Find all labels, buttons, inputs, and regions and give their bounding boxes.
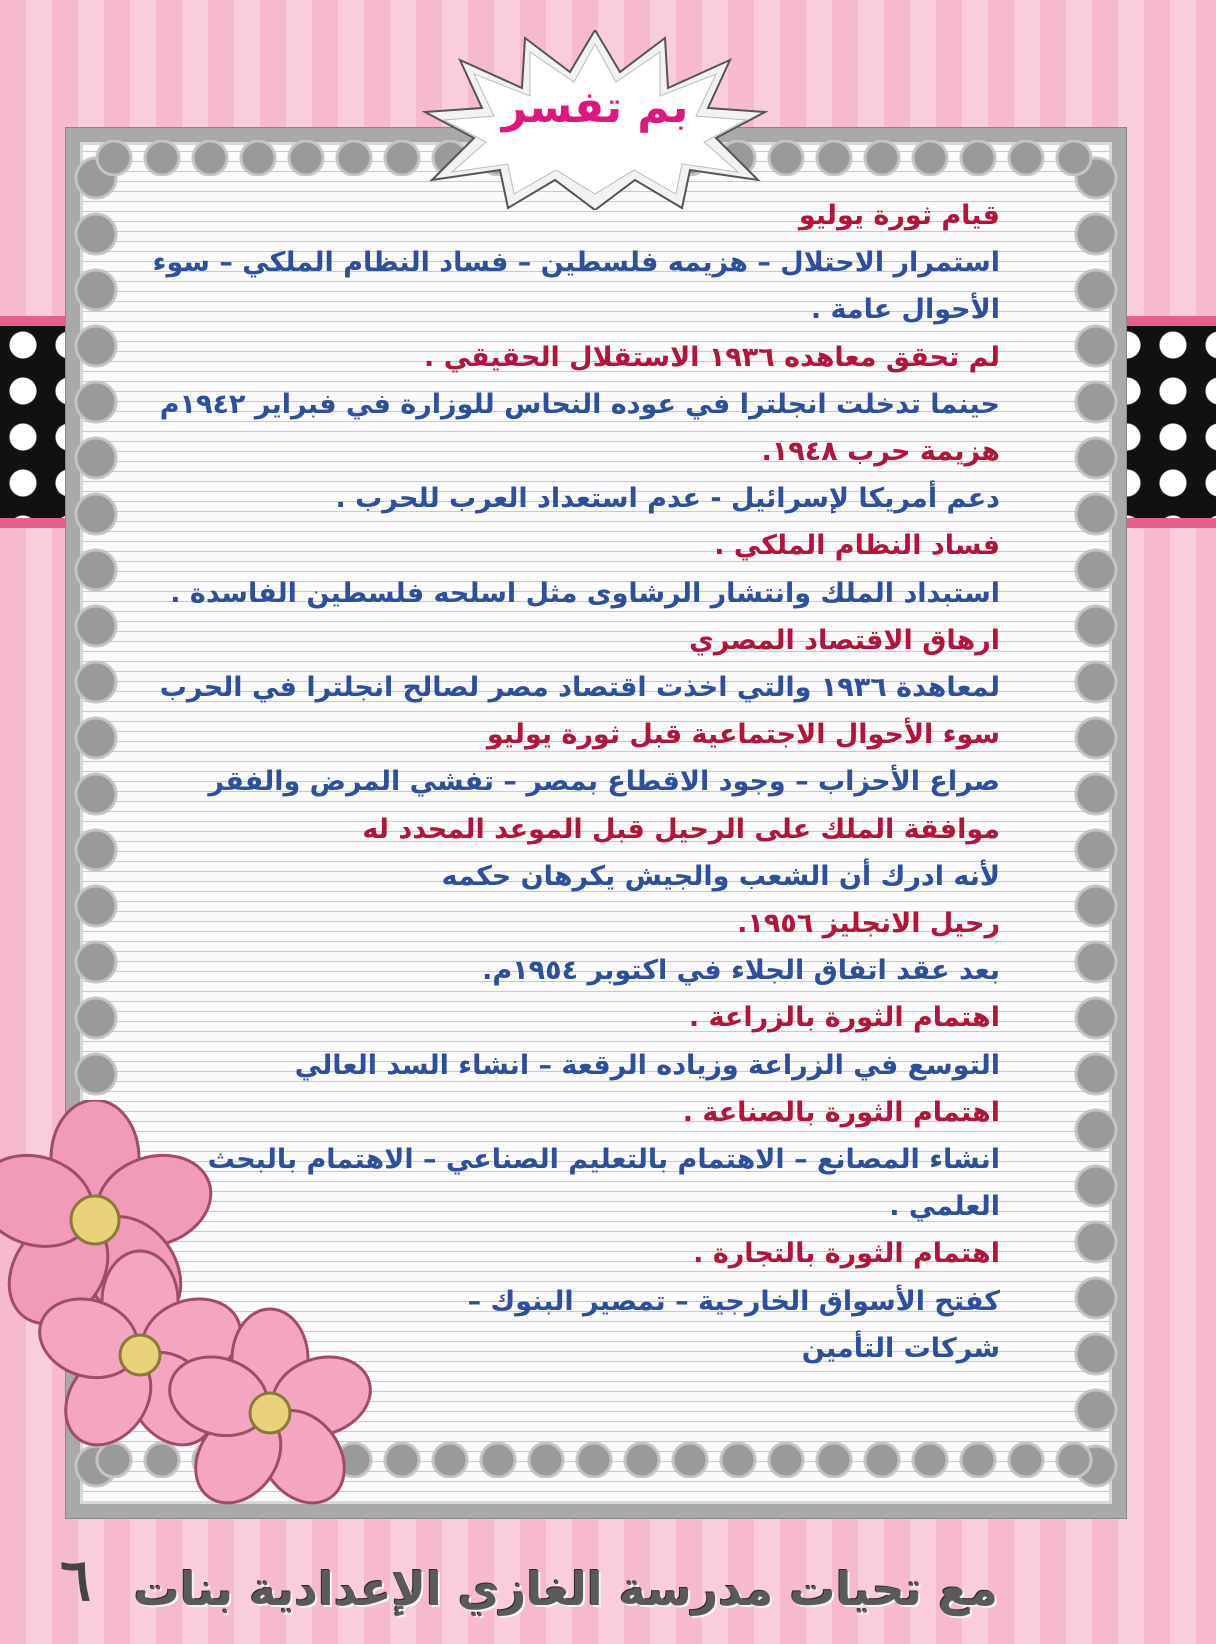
answer-text: التوسع في الزراعة وزياده الرقعة – انشاء السد العالي xyxy=(294,1049,1000,1081)
section-heading: ارهاق الاقتصاد المصري xyxy=(689,624,1000,656)
answer-text: بعد عقد اتفاق الجلاء في اكتوبر ١٩٥٤م. xyxy=(482,955,1000,987)
section-heading: هزيمة حرب ١٩٤٨. xyxy=(761,436,1000,468)
answer-text: كفتح الأسواق الخارجية – تمصير البنوك – xyxy=(467,1285,1000,1317)
answer-text: الأحوال عامة . xyxy=(810,294,1000,326)
section-heading: فساد النظام الملكي . xyxy=(714,530,1000,562)
school-greeting: مع تحيات مدرسة الغازي الإعدادية بنات xyxy=(133,1562,998,1616)
section-heading: اهتمام الثورة بالزراعة . xyxy=(688,1002,1000,1034)
answer-text: استمرار الاحتلال – هزيمه فلسطين – فساد النظام الملكي – سوء xyxy=(152,247,1000,279)
answer-text: شركات التأمين xyxy=(801,1332,1000,1364)
flower-decoration xyxy=(0,1100,400,1570)
answer-text: دعم أمريكا لإسرائيل - عدم استعداد العرب للحرب . xyxy=(335,483,1000,515)
page-number: ٦ xyxy=(60,1546,92,1614)
lace-border-right xyxy=(1074,150,1118,1490)
page-title: بم تفسر xyxy=(501,82,689,133)
section-heading: لم تحقق معاهده ١٩٣٦ الاستقلال الحقيقي . xyxy=(424,341,1000,373)
section-heading: رحيل الانجليز ١٩٥٦. xyxy=(737,908,1000,940)
answer-text: لأنه ادرك أن الشعب والجيش يكرهان حكمه xyxy=(441,860,1000,892)
section-heading: سوء الأحوال الاجتماعية قبل ثورة يوليو xyxy=(486,719,1000,751)
answer-text: انشاء المصانع – الاهتمام بالتعليم الصناعي – الاهتمام بالبحث xyxy=(207,1144,1000,1176)
answer-text: حينما تدخلت انجلترا في عوده النحاس للوزارة في فبراير ١٩٤٢م xyxy=(159,388,1000,420)
section-heading: قيام ثورة يوليو xyxy=(798,200,1000,231)
section-heading: اهتمام الثورة بالتجارة . xyxy=(693,1238,1000,1270)
section-heading: موافقة الملك على الرحيل قبل الموعد المحدد له xyxy=(362,813,1000,845)
answer-text: صراع الأحزاب – وجود الاقطاع بمصر – تفشي المرض والفقر xyxy=(208,766,1000,798)
answer-text: العلمي . xyxy=(889,1191,1000,1223)
answer-text: لمعاهدة ١٩٣٦ والتي اخذت اقتصاد مصر لصالح انجلترا في الحرب xyxy=(159,672,1000,704)
answer-text: استبداد الملك وانتشار الرشاوى مثل اسلحه فلسطين الفاسدة . xyxy=(170,577,1000,609)
section-heading: اهتمام الثورة بالصناعة . xyxy=(682,1096,1000,1128)
